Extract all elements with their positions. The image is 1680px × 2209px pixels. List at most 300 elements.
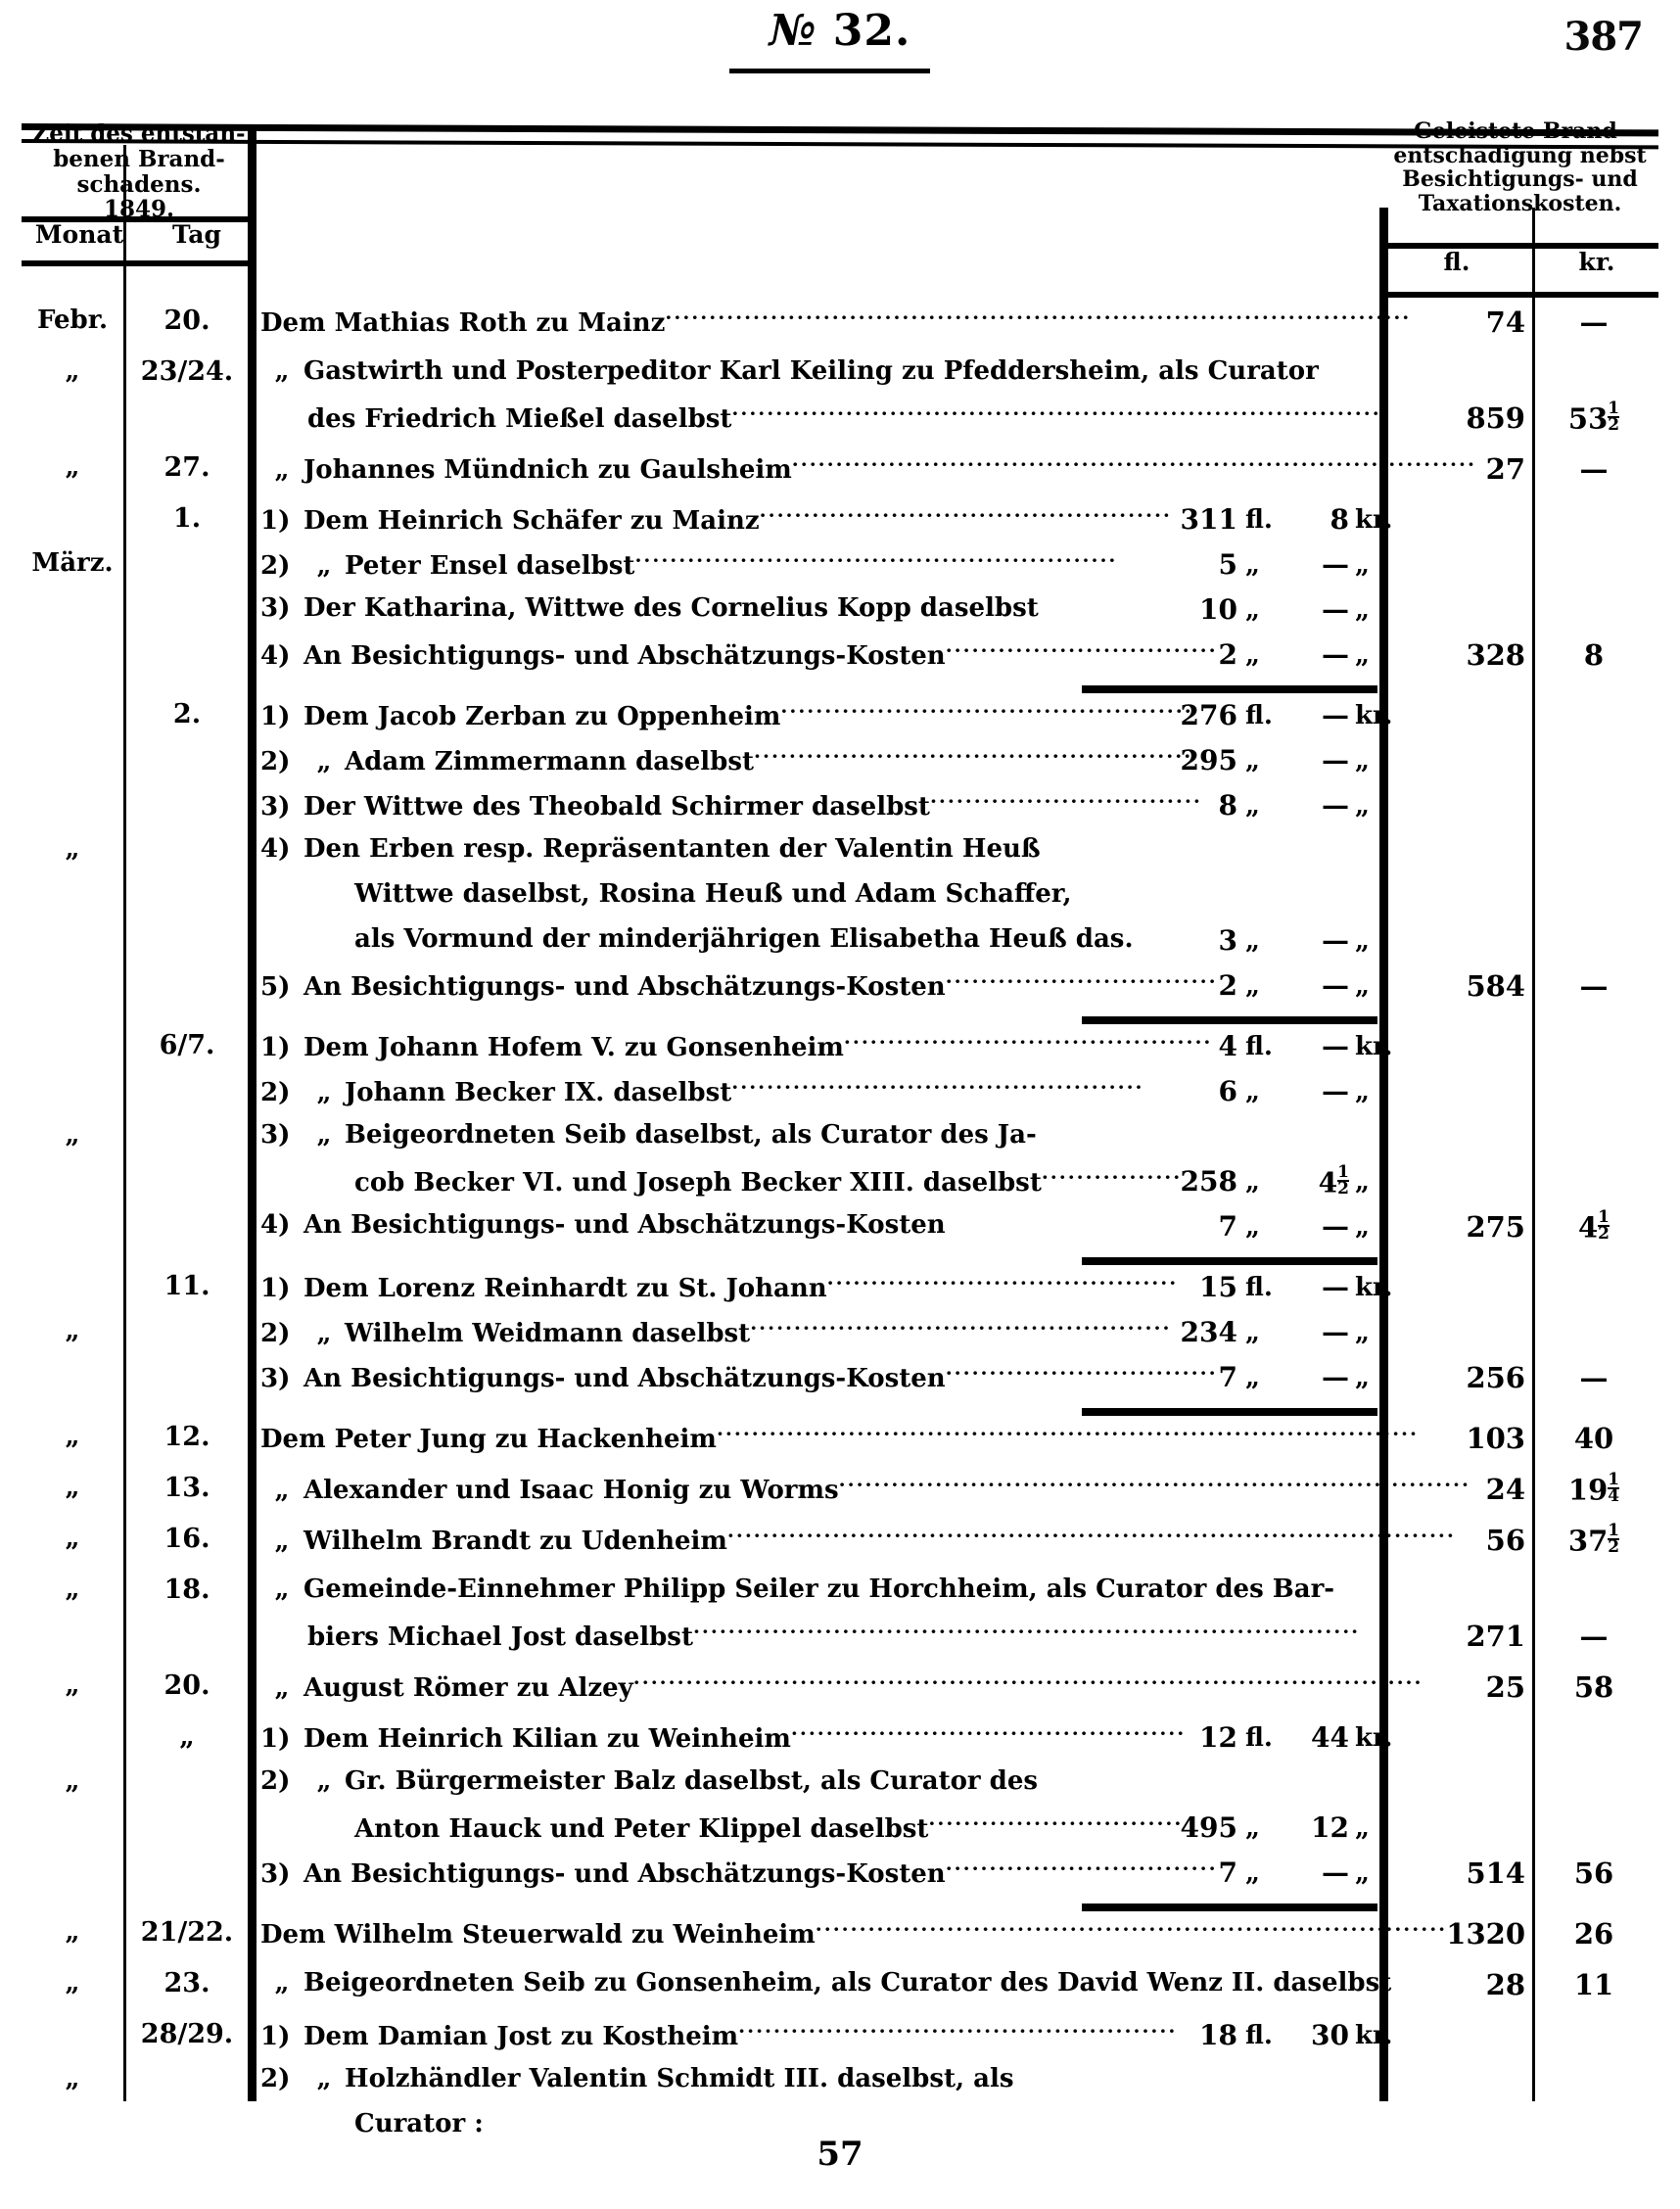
cell-month: März.	[31, 548, 114, 578]
entry-text: Holzhändler Valentin Schmidt III. daselbst, als	[345, 2064, 1014, 2093]
leader-dots: ··················································	[738, 2019, 1178, 2043]
inline-unit-fl: fl.	[1245, 1723, 1273, 1753]
cell-total-fl: 27	[1485, 452, 1525, 486]
entry-description	[260, 1670, 1423, 1703]
title-number: 32.	[832, 6, 911, 56]
header-date-line-2: benen Brand-	[53, 145, 225, 172]
inline-amount-fl: 3	[1218, 924, 1237, 957]
inline-amount-fl: 495	[1180, 1811, 1237, 1844]
cell-day: 16.	[163, 1524, 210, 1554]
inline-amount-kr: —	[1322, 789, 1349, 822]
table-row	[22, 1422, 1658, 1473]
inline-unit-fl: „	[1245, 1363, 1260, 1392]
inline-unit-kr: „	[1355, 1363, 1370, 1392]
cell-total-fl: 256	[1466, 1361, 1525, 1394]
entry-text: Der Wittwe des Theobald Schirmer daselbst	[303, 792, 930, 822]
ditto-mark: „	[274, 1673, 290, 1703]
entry-text: Adam Zimmermann daselbst	[345, 747, 755, 776]
inline-unit-fl: „	[1245, 1858, 1260, 1888]
inline-amount-fl: 12	[1199, 1721, 1237, 1754]
entry-text: Beigeordneten Seib daselbst, als Curator des Ja-	[345, 1120, 1037, 1150]
cell-total-fl: 859	[1466, 401, 1525, 435]
leader-dots: ············································································	[692, 1620, 1361, 1643]
entry-description	[260, 1917, 1448, 1950]
cell-day: 18.	[163, 1574, 210, 1605]
ditto-mark: „	[316, 1120, 332, 1150]
cell-day: 23.	[163, 1968, 210, 1998]
inline-amount-fl: 234	[1180, 1316, 1237, 1348]
inline-amount-fl: 7	[1218, 1856, 1237, 1889]
cell-total-kr: 37 1 2	[1567, 1521, 1620, 1558]
leader-dots: ·······························	[945, 1361, 1218, 1385]
inline-unit-kr: kr.	[1355, 1032, 1393, 1061]
item-number: 2)	[260, 1078, 291, 1107]
cell-total-kr: 56	[1573, 1856, 1614, 1890]
inline-amount-kr: —	[1322, 593, 1349, 626]
inline-unit-fl: „	[1245, 926, 1260, 956]
entry-description	[260, 834, 1377, 864]
header-amount-line-4: Taxationskosten.	[1418, 190, 1622, 216]
leader-dots: ·······················································	[634, 548, 1118, 572]
cell-total-kr: 26	[1573, 1917, 1614, 1950]
leader-dots: ··············································································	[791, 452, 1476, 476]
inline-unit-kr: „	[1355, 746, 1370, 776]
inline-amount-kr: —	[1322, 1030, 1349, 1062]
inline-amount-kr: —	[1322, 1210, 1349, 1243]
ditto-mark: „	[274, 1476, 290, 1505]
column-header-day: Tag	[172, 220, 221, 249]
table-body	[22, 306, 1658, 2138]
leader-dots: ···············································	[731, 1075, 1144, 1099]
entry-text: Dem Wilhelm Steuerwald zu Weinheim	[260, 1920, 816, 1950]
inline-amount-fl: 18	[1199, 2019, 1237, 2051]
header-amount-line-3: Besichtigungs- und	[1402, 166, 1638, 193]
inline-unit-fl: „	[1245, 1813, 1260, 1843]
entry-text: An Besichtigungs- und Abschätzungs-Kosten	[303, 1364, 946, 1393]
signature-mark: 57	[817, 2135, 863, 2174]
entry-text: Johannes Mündnich zu Gaulsheim	[303, 455, 792, 485]
inline-unit-kr: „	[1355, 1318, 1370, 1347]
inline-unit-fl: „	[1245, 640, 1260, 670]
header-date-line-4: 1849.	[103, 196, 175, 223]
inline-amount-kr: —	[1322, 1856, 1349, 1889]
entry-text: Dem Lorenz Reinhardt zu St. Johann	[303, 1274, 827, 1303]
ditto-mark: „	[316, 2064, 332, 2093]
entry-text: Beigeordneten Seib zu Gonsenheim, als Curator des David Wenz II. daselbst	[303, 1968, 1392, 1998]
inline-amount-fl: 258	[1180, 1165, 1237, 1198]
inline-unit-kr: „	[1355, 640, 1370, 670]
cell-total-fl: 28	[1485, 1968, 1525, 2001]
cell-day: 27.	[163, 452, 210, 483]
cell-total-fl: 328	[1466, 638, 1525, 672]
inline-amount-kr: —	[1322, 1271, 1349, 1303]
table-row	[22, 1470, 1658, 1524]
cell-total-kr: 19 1 4	[1567, 1470, 1620, 1507]
entry-text: Anton Hauck und Peter Klippel daselbst	[354, 1814, 929, 1844]
leader-dots: ·······························	[945, 969, 1218, 993]
cell-total-kr: 58	[1573, 1670, 1614, 1704]
ditto-mark: „	[316, 747, 332, 776]
item-number: 5)	[260, 972, 291, 1002]
table-row	[22, 356, 1658, 452]
item-number: 2)	[260, 551, 291, 581]
inline-amount-kr: —	[1322, 1361, 1349, 1393]
entry-text: An Besichtigungs- und Abschätzungs-Kosten	[303, 1859, 946, 1889]
table-row	[22, 1521, 1658, 1574]
cell-total-fl: 56	[1485, 1524, 1525, 1557]
inline-amount-fl: 2	[1218, 969, 1237, 1002]
cell-day: 2.	[172, 699, 202, 729]
header-date-line-1: Zeit des entstan-	[32, 120, 246, 147]
inline-amount-fl: 295	[1180, 744, 1237, 776]
entry-text: Dem Heinrich Schäfer zu Mainz	[303, 506, 760, 536]
entry-description	[260, 1766, 1377, 1796]
cell-day: 11.	[163, 1271, 210, 1301]
entry-description	[260, 1968, 1392, 1998]
entry-text: Johann Becker IX. daselbst	[345, 1078, 732, 1107]
item-number: 3)	[260, 593, 291, 623]
item-number: 2)	[260, 747, 291, 776]
cell-total-kr: —	[1579, 969, 1609, 1003]
inline-amount-kr: 30	[1311, 2019, 1349, 2051]
cell-total-kr: —	[1579, 452, 1609, 486]
leader-dots: ················································	[750, 1316, 1172, 1340]
entry-description	[260, 1524, 1456, 1556]
table-row	[22, 452, 1658, 503]
cell-total-kr: —	[1579, 1620, 1609, 1653]
table-row	[22, 1030, 1658, 1271]
inline-amount-fl: 276	[1180, 699, 1237, 731]
entry-text: Dem Jacob Zerban zu Oppenheim	[303, 702, 781, 731]
entry-text: Der Katharina, Wittwe des Cornelius Kopp daselbst	[303, 593, 1039, 623]
cell-total-fl: 25	[1485, 1670, 1525, 1704]
entry-description	[260, 1120, 1377, 1150]
compensation-table	[22, 118, 1658, 2138]
item-number: 3)	[260, 792, 291, 822]
cell-total-fl: 74	[1485, 306, 1525, 339]
cell-month: „	[65, 1766, 80, 1796]
cell-total-kr: —	[1579, 306, 1609, 339]
subtotal-rule	[1082, 1016, 1377, 1024]
inline-amount-kr: —	[1322, 1316, 1349, 1348]
entry-description	[260, 1574, 1377, 1604]
column-header-fl: fl.	[1443, 248, 1470, 276]
cell-month: „	[65, 1120, 80, 1150]
entry-text: Dem Damian Jost zu Kostheim	[303, 2022, 739, 2051]
cell-day: 20.	[163, 306, 210, 336]
item-number: 2)	[260, 1766, 291, 1796]
inline-unit-kr: „	[1355, 1167, 1370, 1197]
page-header	[0, 0, 1680, 90]
inline-amount-kr: —	[1322, 1075, 1349, 1107]
entry-description	[260, 356, 1377, 386]
item-number: 1)	[260, 1724, 291, 1754]
inline-unit-kr: kr.	[1355, 1273, 1393, 1302]
cell-month: Febr.	[36, 306, 109, 335]
inline-amount-kr: —	[1322, 638, 1349, 671]
ditto-mark: „	[274, 455, 290, 485]
entry-text: Gastwirth und Posterpeditor Karl Keiling zu Pfeddersheim, als Curator	[303, 356, 1319, 386]
inline-amount-fl: 2	[1218, 638, 1237, 671]
column-header-kr: kr.	[1578, 248, 1615, 276]
cell-day: 13.	[163, 1473, 210, 1503]
leader-dots: ··········································	[843, 1030, 1213, 1054]
entry-description	[260, 879, 1470, 909]
leader-dots: ·····················································································	[665, 306, 1412, 329]
inline-unit-kr: „	[1355, 971, 1370, 1001]
inline-unit-kr: „	[1355, 926, 1370, 956]
cell-day: 21/22.	[140, 1917, 234, 1948]
header-rule-date-bottom	[22, 260, 257, 266]
entry-description	[260, 1620, 1423, 1652]
inline-unit-kr: kr.	[1355, 701, 1393, 730]
header-amount-line-2: entschädigung nebst	[1393, 142, 1647, 168]
leader-dots: ···············································	[780, 699, 1193, 723]
subtotal-rule	[1082, 685, 1377, 693]
entry-text: Den Erben resp. Repräsentanten der Valentin Heuß	[303, 834, 1041, 864]
entry-text: Dem Peter Jung zu Hackenheim	[260, 1425, 717, 1454]
inline-unit-kr: kr.	[1355, 1723, 1393, 1753]
table-row	[22, 1574, 1658, 1670]
entry-text: Wilhelm Weidmann daselbst	[345, 1319, 751, 1348]
item-number: 4)	[260, 834, 291, 864]
leader-dots: ········································	[826, 1271, 1179, 1294]
leader-dots: ··················································	[754, 744, 1193, 768]
entry-description	[260, 1473, 1470, 1505]
item-number: 3)	[260, 1364, 291, 1393]
cell-month: „	[65, 1670, 80, 1700]
cell-month: „	[65, 1917, 80, 1947]
cell-total-kr: 8	[1583, 638, 1605, 672]
entry-text: Gr. Bürgermeister Balz daselbst, als Curator des	[345, 1766, 1039, 1796]
inline-unit-fl: „	[1245, 971, 1260, 1001]
inline-unit-fl: „	[1245, 791, 1260, 821]
inline-unit-fl: fl.	[1245, 1273, 1273, 1302]
table-row	[22, 306, 1658, 356]
item-number: 1)	[260, 1274, 291, 1303]
header-date-group	[22, 121, 257, 222]
entry-description	[260, 1422, 1419, 1454]
inline-unit-fl: fl.	[1245, 1032, 1273, 1061]
entry-text: An Besichtigungs- und Abschätzungs-Kosten	[303, 1210, 946, 1240]
inline-unit-kr: „	[1355, 1813, 1370, 1843]
title-number-sign: №	[769, 6, 817, 56]
cell-month: „	[65, 356, 80, 386]
leader-dots: ················································································	[716, 1422, 1419, 1445]
inline-amount-kr: —	[1322, 744, 1349, 776]
cell-day: 6/7.	[159, 1030, 215, 1060]
inline-unit-kr: „	[1355, 1212, 1370, 1242]
cell-total-fl: 584	[1466, 969, 1525, 1003]
inline-amount-fl: 4	[1218, 1030, 1237, 1062]
cell-month: „	[65, 1574, 80, 1604]
item-number: 1)	[260, 1033, 291, 1062]
cell-total-kr: —	[1579, 1361, 1609, 1394]
item-number: 2)	[260, 2064, 291, 2093]
inline-amount-fl: 5	[1218, 548, 1237, 581]
inline-amount-kr: —	[1322, 924, 1349, 957]
ditto-mark: „	[316, 1766, 332, 1796]
entry-text: August Römer zu Alzey	[303, 1673, 633, 1703]
inline-amount-fl: 6	[1218, 1075, 1237, 1107]
table-row	[22, 503, 1658, 699]
entry-text: Dem Heinrich Kilian zu Weinheim	[303, 1724, 791, 1754]
inline-unit-fl: fl.	[1245, 2021, 1273, 2050]
cell-month: „	[65, 1473, 80, 1502]
inline-unit-fl: „	[1245, 1212, 1260, 1242]
entry-description	[260, 452, 1476, 485]
inline-unit-kr: „	[1355, 791, 1370, 821]
inline-amount-fl: 311	[1180, 503, 1237, 536]
cell-day: 12.	[163, 1422, 210, 1452]
subtotal-rule	[1082, 1257, 1377, 1265]
cell-total-fl: 1320	[1446, 1917, 1525, 1950]
cell-month: „	[65, 1524, 80, 1553]
cell-day: 1.	[172, 503, 202, 534]
inline-amount-fl: 8	[1218, 789, 1237, 822]
item-number: 3)	[260, 1859, 291, 1889]
inline-unit-fl: „	[1245, 595, 1260, 625]
cell-total-kr: 53 1 2	[1567, 399, 1620, 436]
ditto-mark: „	[316, 1319, 332, 1348]
subtotal-rule	[1082, 1904, 1377, 1911]
page-title	[0, 6, 1680, 56]
inline-unit-kr: „	[1355, 550, 1370, 580]
entry-description	[260, 2064, 1377, 2093]
leader-dots: ·······························	[945, 638, 1218, 662]
ditto-mark: „	[316, 1078, 332, 1107]
inline-unit-fl: fl.	[1245, 505, 1273, 535]
ditto-mark: „	[274, 356, 290, 386]
inline-unit-fl: „	[1245, 550, 1260, 580]
leader-dots: ···················································································	[726, 1524, 1456, 1547]
header-amount-line-1: Geleistete Brand-	[1414, 118, 1626, 144]
inline-amount-kr: 44	[1311, 1721, 1349, 1754]
ditto-mark: „	[274, 1527, 290, 1556]
entry-text: als Vormund der minderjährigen Elisabetha Heuß das.	[354, 924, 1134, 954]
entry-text: Dem Mathias Roth zu Mainz	[260, 308, 666, 338]
leader-dots: ···············································	[759, 503, 1172, 527]
entry-text: Wittwe daselbst, Rosina Heuß und Adam Schaffer,	[354, 879, 1072, 909]
cell-total-kr: 11	[1573, 1968, 1614, 2001]
inline-amount-kr: —	[1322, 969, 1349, 1002]
ditto-mark: „	[316, 551, 332, 581]
entry-text: Curator :	[354, 2109, 484, 2138]
inline-unit-kr: „	[1355, 595, 1370, 625]
entry-text: An Besichtigungs- und Abschätzungs-Kosten	[303, 972, 946, 1002]
item-number: 1)	[260, 506, 291, 536]
cell-day: „	[179, 1721, 195, 1752]
subtotal-rule	[1082, 1408, 1377, 1416]
cell-day: 28/29.	[140, 2019, 234, 2049]
cell-total-fl: 271	[1466, 1620, 1525, 1653]
cell-day: 23/24.	[140, 356, 234, 387]
table-row	[22, 1917, 1658, 1968]
cell-month: „	[65, 834, 80, 864]
entry-text: Peter Ensel daselbst	[345, 551, 635, 581]
column-header-month: Monat	[34, 220, 124, 249]
cell-total-fl: 275	[1466, 1210, 1525, 1244]
inline-amount-kr: —	[1322, 548, 1349, 581]
ditto-mark: „	[274, 1574, 290, 1604]
entry-text: An Besichtigungs- und Abschätzungs-Kosten	[303, 641, 946, 671]
cell-month: „	[65, 1422, 80, 1451]
inline-unit-fl: „	[1245, 1318, 1260, 1347]
leader-dots: ·······························	[929, 789, 1202, 813]
item-number: 3)	[260, 1120, 291, 1150]
inline-amount-kr: 4 1 2	[1318, 1162, 1349, 1199]
inline-unit-fl: fl.	[1245, 701, 1273, 730]
table-row	[22, 1670, 1658, 1721]
leader-dots: ·····························	[928, 1811, 1184, 1835]
title-underline	[729, 69, 930, 73]
cell-total-fl: 103	[1466, 1422, 1525, 1455]
entry-text: Wilhelm Brandt zu Udenheim	[303, 1527, 727, 1556]
leader-dots: ········································································	[838, 1473, 1470, 1496]
leader-dots: ·············································	[790, 1721, 1187, 1745]
inline-unit-fl: „	[1245, 746, 1260, 776]
inline-unit-kr: kr.	[1355, 505, 1393, 535]
inline-unit-kr: „	[1355, 1077, 1370, 1106]
inline-amount-kr: —	[1322, 699, 1349, 731]
entry-description	[260, 401, 1423, 434]
entry-text: Alexander und Isaac Honig zu Worms	[303, 1476, 839, 1505]
header-date-line-3: schadens.	[76, 170, 202, 198]
cell-month: „	[65, 452, 80, 482]
cell-month: „	[65, 1316, 80, 1345]
inline-amount-fl: 15	[1199, 1271, 1237, 1303]
item-number: 1)	[260, 2022, 291, 2051]
entry-text: cob Becker VI. und Joseph Becker XIII. daselbst	[354, 1168, 1042, 1198]
entry-description	[260, 306, 1412, 338]
leader-dots: ·······························	[945, 1856, 1218, 1880]
entry-text: Dem Johann Hofem V. zu Gonsenheim	[303, 1033, 844, 1062]
table-row	[22, 1968, 1658, 2019]
folio-number: 387	[1563, 14, 1643, 60]
cell-total-fl: 514	[1466, 1856, 1525, 1890]
inline-amount-fl: 7	[1218, 1361, 1237, 1393]
entry-text: biers Michael Jost daselbst	[307, 1622, 693, 1652]
cell-day: 20.	[163, 1670, 210, 1701]
inline-unit-kr: „	[1355, 1858, 1370, 1888]
cell-total-kr: 4 1 2	[1577, 1207, 1610, 1245]
item-number: 2)	[260, 1319, 291, 1348]
inline-unit-fl: „	[1245, 1167, 1260, 1197]
inline-amount-fl: 7	[1218, 1210, 1237, 1243]
leader-dots: ··························································································	[632, 1670, 1423, 1694]
inline-unit-fl: „	[1245, 1077, 1260, 1106]
entry-text: des Friedrich Mießel daselbst	[307, 404, 732, 434]
item-number: 4)	[260, 1210, 291, 1240]
leader-dots: ················	[1041, 1165, 1183, 1189]
table-row	[22, 1721, 1658, 1917]
inline-amount-fl: 10	[1199, 593, 1237, 626]
inline-amount-kr: 12	[1311, 1811, 1349, 1844]
ditto-mark: „	[274, 1968, 290, 1998]
inline-unit-kr: kr.	[1355, 2021, 1393, 2050]
inline-amount-kr: 8	[1330, 503, 1349, 536]
leader-dots: ··········································································	[731, 401, 1381, 425]
entry-text: Gemeinde-Einnehmer Philipp Seiler zu Horchheim, als Curator des Bar-	[303, 1574, 1335, 1604]
item-number: 4)	[260, 641, 291, 671]
cell-month: „	[65, 1968, 80, 1998]
header-rule-amount-bottom	[1379, 292, 1658, 298]
table-row	[22, 1271, 1658, 1422]
cell-total-fl: 24	[1485, 1473, 1525, 1506]
leader-dots: ········································································	[815, 1917, 1448, 1941]
header-amount-group	[1381, 119, 1658, 216]
table-row	[22, 699, 1658, 1030]
